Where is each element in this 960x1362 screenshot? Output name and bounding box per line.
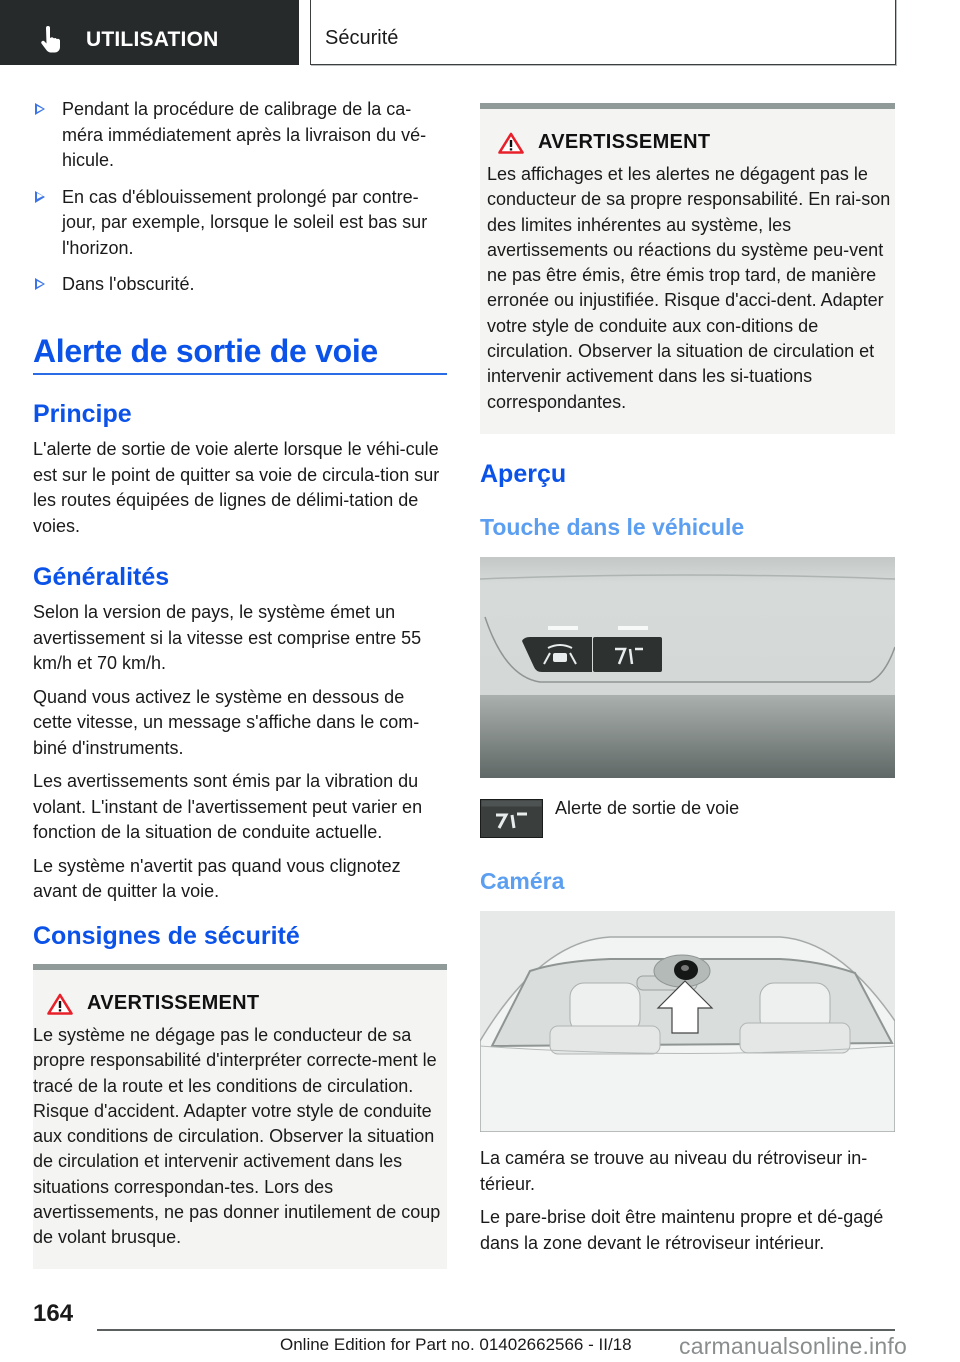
paragraph: Le pare-brise doit être maintenu propre et dé-gagé dans la zone devant le rétroviseur intérieur. — [480, 1207, 884, 1253]
title-divider — [33, 373, 447, 375]
watermark: carmanualsonline.info — [679, 1333, 907, 1359]
triangle-bullet-icon — [35, 278, 45, 290]
button-legend-label: Alerte de sortie de voie — [555, 798, 740, 818]
list-item: Dans l'obscurité. — [33, 272, 447, 298]
paragraph: Selon la version de pays, le système émet un avertissement si la vitesse est comprise entre 55 km/h et 70 km/h. — [33, 602, 422, 673]
warning-header — [47, 992, 259, 1015]
topic-title: Sécurité — [325, 27, 399, 49]
condition-list — [33, 97, 447, 309]
list-item: En cas d'éblouissement prolongé par contre-jour, par exemple, lorsque le soleil est bas sur l'horizon. — [33, 185, 447, 262]
lane-departure-button-icon — [480, 799, 543, 838]
list-item: Pendant la procédure de calibrage de la ca-méra immédiatement après la livraison du vé-hicule. — [33, 97, 447, 174]
touche-heading: Touche dans le véhicule — [480, 514, 745, 540]
warning-triangle-icon — [498, 132, 524, 154]
paragraph: Quand vous activez le système en dessous de cette vitesse, un message s'affiche dans le com-biné d'instruments. — [33, 686, 420, 758]
warning-bar — [480, 103, 895, 109]
triangle-bullet-icon — [35, 103, 45, 115]
warning-title: AVERTISSEMENT — [538, 131, 711, 153]
consignes-heading: Consignes de sécurité — [33, 922, 300, 950]
warning-text: Le système ne dégage pas le conducteur de sa propre responsabilité d'interpréter correcte-ment le tracé de la route et les conditions de circulation. Risque d'accident. Adapter votre style de conduite aux conditions de circulation. Observer la situation de circulation et intervenir activement dans les situations correspondan-tes. Lors des avertissements, ne pas donner inutilement de coup de volant brusque. — [33, 1025, 441, 1248]
camera-body — [480, 1146, 895, 1264]
warning-box — [480, 103, 895, 434]
warning-text: Les affichages et les alertes ne dégagent pas le conducteur de sa propre responsabilité. En rai-son des limites inhérentes au système, les avertissements ou réactions du système peu-vent ne pas être émis, être émis trop tard, de manière erronée ou injustifiée. Risque d'acci-dent. Adapter votre style de conduite aux con-ditions de circulation. Observer la situation de circulation et intervenir activement dans les si-tuations correspondantes. — [487, 164, 891, 412]
section-tab — [0, 0, 299, 65]
camera-location-image — [480, 911, 895, 1132]
generalites-body — [33, 600, 447, 913]
paragraph: Le système n'avertit pas quand vous clignotez avant de quitter la voie. — [33, 855, 401, 901]
principe-heading: Principe — [33, 400, 132, 428]
warning-header — [498, 131, 710, 154]
warning-title: AVERTISSEMENT — [87, 992, 260, 1014]
warning-bar — [33, 964, 447, 970]
footer-divider — [97, 1329, 895, 1331]
warning-box — [33, 964, 447, 1269]
paragraph: La caméra se trouve au niveau du rétroviseur in-térieur. — [480, 1148, 868, 1194]
section-label: UTILISATION — [86, 28, 219, 51]
button-panel-image — [480, 557, 895, 778]
paragraph: Les avertissements sont émis par la vibration du volant. L'instant de l'avertissement peut varier en fonction de la situation de conduite actuelle. — [33, 771, 423, 842]
topic-header — [310, 0, 896, 65]
apercu-heading: Aperçu — [480, 460, 567, 488]
generalites-heading: Généralités — [33, 563, 170, 591]
page-number: 164 — [33, 1300, 74, 1327]
camera-heading: Caméra — [480, 868, 565, 894]
hand-pointer-icon — [40, 26, 64, 54]
warning-triangle-icon — [47, 993, 73, 1015]
page-title: Alerte de sortie de voie — [33, 333, 378, 369]
principe-text: L'alerte de sortie de voie alerte lorsque le véhi-cule est sur le point de quitter sa voie de circula-tion sur les routes équipées de lignes de délimi-tation de voies. — [33, 439, 440, 536]
triangle-bullet-icon — [35, 191, 45, 203]
edition-label: Online Edition for Part no. 01402662566 - II/18 — [280, 1335, 632, 1354]
